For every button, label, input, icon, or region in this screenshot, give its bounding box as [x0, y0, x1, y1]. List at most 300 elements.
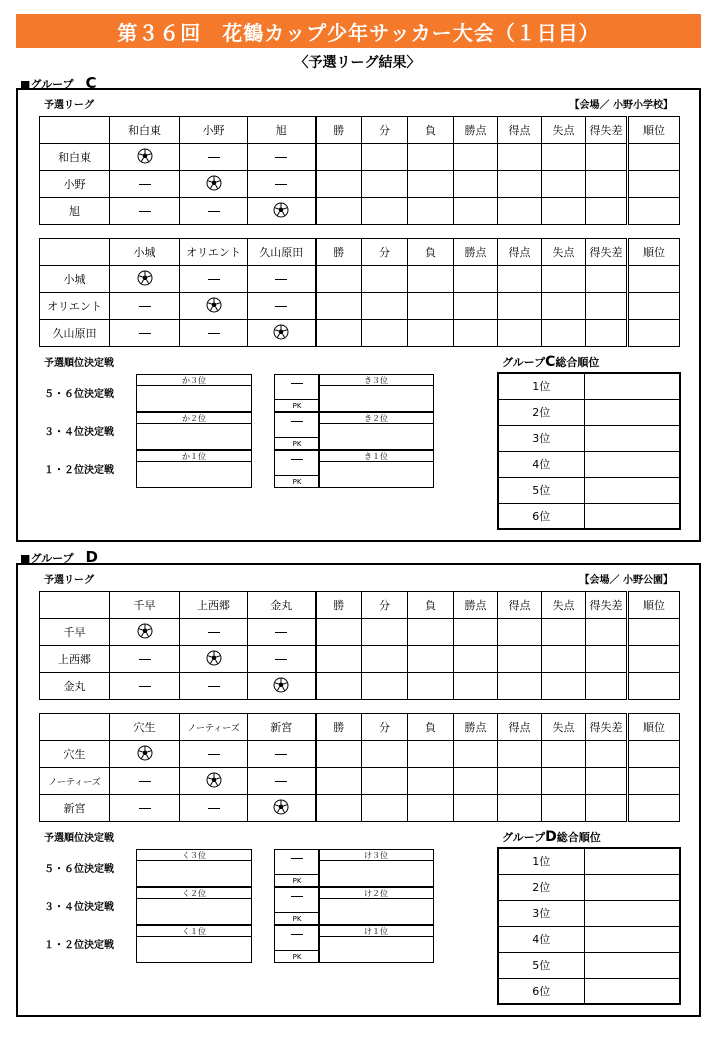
stat-cell — [408, 266, 454, 293]
ranking-row — [498, 451, 680, 477]
stat-cell — [498, 795, 542, 822]
match-result-cell — [248, 741, 316, 768]
rank-team-cell — [584, 399, 680, 425]
stat-column-header: 勝 — [316, 592, 362, 619]
ranking-title — [502, 829, 601, 845]
team-row-header: 旭 — [40, 198, 110, 225]
playoff-right-team-box — [318, 450, 434, 488]
playoff-left-seed: く１位 — [137, 926, 251, 937]
stat-cell — [498, 619, 542, 646]
stat-cell — [542, 646, 586, 673]
self-match-cell — [110, 741, 180, 768]
stat-cell — [586, 320, 628, 347]
stat-cell — [542, 266, 586, 293]
ranking-row — [498, 978, 680, 1004]
ranking-title — [502, 354, 599, 370]
stat-cell — [408, 293, 454, 320]
stat-cell — [628, 293, 680, 320]
group-letter: C — [85, 74, 97, 92]
ranking-title-pre: グループ — [502, 831, 546, 844]
ranking-row — [498, 477, 680, 503]
stat-cell — [628, 320, 680, 347]
ranking-table — [497, 847, 681, 1005]
stat-cell — [628, 144, 680, 171]
team-row-header: 千早 — [40, 619, 110, 646]
stat-cell — [454, 266, 498, 293]
stat-cell — [542, 171, 586, 198]
stat-column-header: 得点 — [498, 117, 542, 144]
rank-label: 3位 — [498, 425, 584, 451]
ranking-row — [498, 503, 680, 529]
stat-cell — [586, 795, 628, 822]
dash-icon — [139, 781, 151, 782]
ranking-group-letter: C — [545, 354, 556, 370]
rank-team-cell — [584, 926, 680, 952]
playoff-score-box — [274, 849, 320, 887]
rank-label: 2位 — [498, 399, 584, 425]
stat-cell — [586, 673, 628, 700]
dash-icon — [275, 279, 287, 280]
playoff-left-seed: か３位 — [137, 375, 251, 386]
stat-column-header: 勝点 — [454, 714, 498, 741]
dash-icon — [275, 659, 287, 660]
league-table — [39, 116, 680, 225]
stat-cell — [316, 619, 362, 646]
dash-icon — [275, 781, 287, 782]
match-result-cell — [110, 768, 180, 795]
team-row-header: 小野 — [40, 171, 110, 198]
playoff-match-label: ３・４位決定戦 — [44, 902, 114, 913]
ranking-row — [498, 399, 680, 425]
stat-cell — [408, 144, 454, 171]
ranking-row — [498, 848, 680, 874]
self-match-cell — [248, 795, 316, 822]
dash-icon — [208, 754, 220, 755]
dash-icon — [291, 934, 303, 935]
team-column-header: 上西郷 — [180, 592, 248, 619]
stat-cell — [362, 293, 408, 320]
match-result-cell — [180, 266, 248, 293]
match-result-cell — [180, 795, 248, 822]
stat-cell — [316, 144, 362, 171]
team-column-header: 金丸 — [248, 592, 316, 619]
stat-cell — [362, 768, 408, 795]
ranking-row — [498, 926, 680, 952]
team-row-header: 上西郷 — [40, 646, 110, 673]
ranking-row — [498, 874, 680, 900]
stat-column-header: 失点 — [542, 117, 586, 144]
soccer-ball-icon — [273, 677, 289, 696]
stat-column-header: 得失差 — [586, 117, 628, 144]
match-result-cell — [248, 266, 316, 293]
stat-cell — [362, 673, 408, 700]
dash-icon — [275, 632, 287, 633]
team-column-header: 穴生 — [110, 714, 180, 741]
playoff-label: 予選順位決定戦 — [44, 833, 114, 844]
stat-cell — [586, 171, 628, 198]
rank-team-cell — [584, 848, 680, 874]
stat-cell — [498, 293, 542, 320]
stat-cell — [316, 646, 362, 673]
group-letter: D — [85, 548, 98, 566]
rank-team-cell — [584, 874, 680, 900]
rank-team-cell — [584, 373, 680, 399]
stat-column-header: 負 — [408, 117, 454, 144]
rank-label: 5位 — [498, 477, 584, 503]
stat-cell — [628, 171, 680, 198]
team-row-header: 久山原田 — [40, 320, 110, 347]
playoff-left-team-box — [136, 925, 252, 963]
playoff-right-seed: き２位 — [319, 413, 433, 424]
stat-cell — [316, 795, 362, 822]
self-match-cell — [180, 646, 248, 673]
ranking-title-post: 総合順位 — [555, 356, 600, 369]
group-frame — [16, 88, 701, 542]
stat-cell — [454, 171, 498, 198]
playoff-left-team-box — [136, 412, 252, 450]
rank-team-cell — [584, 425, 680, 451]
rank-team-cell — [584, 451, 680, 477]
dash-icon — [291, 896, 303, 897]
stat-column-header: 勝点 — [454, 117, 498, 144]
ranking-row — [498, 952, 680, 978]
self-match-cell — [248, 198, 316, 225]
stat-cell — [316, 266, 362, 293]
dash-icon — [291, 858, 303, 859]
stat-cell — [408, 171, 454, 198]
stat-cell — [586, 266, 628, 293]
stat-cell — [362, 171, 408, 198]
playoff-match-label: ５・６位決定戦 — [44, 389, 114, 400]
stat-cell — [408, 673, 454, 700]
stat-cell — [542, 144, 586, 171]
stat-cell — [586, 646, 628, 673]
rank-label: 6位 — [498, 978, 584, 1004]
stat-cell — [542, 198, 586, 225]
playoff-left-team-box — [136, 374, 252, 412]
team-column-header: 和白東 — [110, 117, 180, 144]
stat-cell — [316, 768, 362, 795]
page-subtitle: 〈予選リーグ結果〉 — [294, 55, 421, 71]
dash-icon — [139, 808, 151, 809]
team-row-header: オリエント — [40, 293, 110, 320]
soccer-ball-icon — [137, 270, 153, 289]
stat-column-header: 得失差 — [586, 239, 628, 266]
stat-cell — [498, 673, 542, 700]
stat-cell — [542, 293, 586, 320]
table-header-row — [40, 117, 680, 144]
table-row — [40, 619, 680, 646]
playoff-match-label: １・２位決定戦 — [44, 940, 114, 951]
playoff-right-seed: け３位 — [319, 850, 433, 861]
stat-cell — [454, 646, 498, 673]
stat-cell — [362, 198, 408, 225]
stat-cell — [408, 320, 454, 347]
playoff-left-seed: く２位 — [137, 888, 251, 899]
dash-icon — [275, 306, 287, 307]
team-column-header: オリエント — [180, 239, 248, 266]
match-result-cell — [110, 171, 180, 198]
table-row — [40, 795, 680, 822]
soccer-ball-icon — [206, 297, 222, 316]
stat-cell — [362, 266, 408, 293]
stat-column-header: 負 — [408, 714, 454, 741]
stat-cell — [408, 768, 454, 795]
team-column-header: 新宮 — [248, 714, 316, 741]
team-row-header: 金丸 — [40, 673, 110, 700]
team-row-header: 和白東 — [40, 144, 110, 171]
stat-cell — [316, 293, 362, 320]
stat-cell — [628, 198, 680, 225]
ranking-table — [497, 372, 681, 530]
pk-label: PK — [275, 399, 319, 411]
rank-team-cell — [584, 503, 680, 529]
table-row — [40, 320, 680, 347]
rank-label: 4位 — [498, 451, 584, 477]
stat-cell — [454, 144, 498, 171]
dash-icon — [291, 421, 303, 422]
stat-cell — [408, 795, 454, 822]
stat-cell — [542, 673, 586, 700]
stat-cell — [586, 768, 628, 795]
soccer-ball-icon — [273, 799, 289, 818]
stat-cell — [454, 198, 498, 225]
stat-cell — [454, 768, 498, 795]
stat-cell — [408, 646, 454, 673]
dash-icon — [208, 211, 220, 212]
table-row — [40, 266, 680, 293]
stat-cell — [628, 673, 680, 700]
playoff-left-team-box — [136, 849, 252, 887]
match-result-cell — [248, 144, 316, 171]
match-result-cell — [248, 293, 316, 320]
rank-team-cell — [584, 900, 680, 926]
playoff-left-team-box — [136, 887, 252, 925]
stat-column-header: 分 — [362, 714, 408, 741]
dash-icon — [139, 686, 151, 687]
match-result-cell — [180, 741, 248, 768]
match-result-cell — [110, 198, 180, 225]
stat-column-header: 得失差 — [586, 714, 628, 741]
rank-team-cell — [584, 978, 680, 1004]
stat-cell — [542, 768, 586, 795]
stat-column-header: 分 — [362, 117, 408, 144]
stat-cell — [362, 795, 408, 822]
team-column-header: 旭 — [248, 117, 316, 144]
table-row — [40, 646, 680, 673]
soccer-ball-icon — [137, 623, 153, 642]
playoff-match-label: ５・６位決定戦 — [44, 864, 114, 875]
soccer-ball-icon — [137, 745, 153, 764]
self-match-cell — [110, 144, 180, 171]
rank-label: 1位 — [498, 373, 584, 399]
playoff-score-box — [274, 412, 320, 450]
table-row — [40, 198, 680, 225]
dash-icon — [291, 459, 303, 460]
dash-icon — [139, 211, 151, 212]
stat-cell — [498, 144, 542, 171]
rank-label: 3位 — [498, 900, 584, 926]
table-row — [40, 171, 680, 198]
dash-icon — [139, 333, 151, 334]
self-match-cell — [248, 673, 316, 700]
playoff-right-seed: け２位 — [319, 888, 433, 899]
playoff-right-seed: き１位 — [319, 451, 433, 462]
playoff-left-seed: く３位 — [137, 850, 251, 861]
match-result-cell — [248, 646, 316, 673]
stat-column-header: 得点 — [498, 239, 542, 266]
stat-cell — [498, 266, 542, 293]
team-column-header: ノーティーズ — [180, 714, 248, 741]
venue-label: 【会場／ 小野小学校】 — [569, 100, 673, 111]
playoff-right-team-box — [318, 849, 434, 887]
stat-column-header: 分 — [362, 239, 408, 266]
match-result-cell — [248, 171, 316, 198]
stat-cell — [542, 741, 586, 768]
self-match-cell — [180, 171, 248, 198]
table-header-row — [40, 714, 680, 741]
league-table — [39, 713, 680, 822]
rank-label: 5位 — [498, 952, 584, 978]
league-label: 予選リーグ — [44, 575, 94, 586]
team-column-header: 小城 — [110, 239, 180, 266]
rank-label: 6位 — [498, 503, 584, 529]
group-marker: ■グループ — [20, 78, 74, 91]
soccer-ball-icon — [206, 772, 222, 791]
stat-cell — [498, 198, 542, 225]
self-match-cell — [110, 266, 180, 293]
stat-cell — [498, 320, 542, 347]
pk-label: PK — [275, 912, 319, 924]
ranking-title-post: 総合順位 — [556, 831, 601, 844]
table-row — [40, 293, 680, 320]
ranking-row — [498, 425, 680, 451]
stat-cell — [454, 673, 498, 700]
playoff-left-seed: か１位 — [137, 451, 251, 462]
stat-column-header: 勝点 — [454, 592, 498, 619]
soccer-ball-icon — [206, 175, 222, 194]
team-row-header: 新宮 — [40, 795, 110, 822]
tournament-title: 第３６回 花鶴カップ少年サッカー大会（１日目） — [16, 14, 701, 48]
dash-icon — [208, 333, 220, 334]
match-result-cell — [180, 673, 248, 700]
stat-column-header: 勝 — [316, 714, 362, 741]
stat-cell — [454, 741, 498, 768]
pk-label: PK — [275, 950, 319, 962]
corner-cell — [40, 117, 110, 144]
playoff-left-seed: か２位 — [137, 413, 251, 424]
corner-cell — [40, 714, 110, 741]
ranking-row — [498, 900, 680, 926]
group-marker: ■グループ — [20, 552, 74, 565]
playoff-right-team-box — [318, 374, 434, 412]
stat-column-header: 失点 — [542, 239, 586, 266]
stat-cell — [586, 619, 628, 646]
rank-label: 1位 — [498, 848, 584, 874]
rank-label: 2位 — [498, 874, 584, 900]
stat-cell — [628, 795, 680, 822]
self-match-cell — [248, 320, 316, 347]
team-row-header: 小城 — [40, 266, 110, 293]
stat-column-header: 順位 — [628, 239, 680, 266]
table-header-row — [40, 592, 680, 619]
stat-cell — [316, 320, 362, 347]
stat-cell — [542, 320, 586, 347]
stat-column-header: 順位 — [628, 117, 680, 144]
soccer-ball-icon — [273, 324, 289, 343]
stat-column-header: 失点 — [542, 714, 586, 741]
ranking-title-pre: グループ — [502, 356, 546, 369]
stat-cell — [316, 171, 362, 198]
playoff-match-label: ３・４位決定戦 — [44, 427, 114, 438]
dash-icon — [139, 659, 151, 660]
stat-cell — [586, 144, 628, 171]
stat-cell — [586, 198, 628, 225]
stat-cell — [542, 619, 586, 646]
rank-team-cell — [584, 477, 680, 503]
stat-column-header: 分 — [362, 592, 408, 619]
dash-icon — [208, 157, 220, 158]
stat-cell — [362, 741, 408, 768]
stat-cell — [628, 768, 680, 795]
stat-cell — [628, 741, 680, 768]
playoff-score-box — [274, 887, 320, 925]
match-result-cell — [110, 673, 180, 700]
playoff-right-team-box — [318, 887, 434, 925]
stat-column-header: 負 — [408, 239, 454, 266]
match-result-cell — [180, 144, 248, 171]
stat-cell — [362, 619, 408, 646]
table-row — [40, 768, 680, 795]
league-table — [39, 591, 680, 700]
stat-column-header: 勝点 — [454, 239, 498, 266]
self-match-cell — [110, 619, 180, 646]
pk-label: PK — [275, 874, 319, 886]
playoff-right-seed: き３位 — [319, 375, 433, 386]
dash-icon — [139, 184, 151, 185]
rank-team-cell — [584, 952, 680, 978]
team-column-header: 久山原田 — [248, 239, 316, 266]
team-row-header: ノーティーズ — [40, 768, 110, 795]
stat-cell — [542, 795, 586, 822]
dash-icon — [208, 808, 220, 809]
stat-cell — [408, 741, 454, 768]
venue-label: 【会場／ 小野公園】 — [579, 575, 673, 586]
playoff-right-team-box — [318, 925, 434, 963]
table-row — [40, 673, 680, 700]
stat-cell — [628, 646, 680, 673]
match-result-cell — [110, 795, 180, 822]
self-match-cell — [180, 768, 248, 795]
playoff-score-box — [274, 374, 320, 412]
match-result-cell — [180, 619, 248, 646]
self-match-cell — [180, 293, 248, 320]
playoff-match-label: １・２位決定戦 — [44, 465, 114, 476]
corner-cell — [40, 239, 110, 266]
ranking-group-letter: D — [545, 829, 557, 845]
match-result-cell — [248, 619, 316, 646]
stat-cell — [498, 646, 542, 673]
league-label: 予選リーグ — [44, 100, 94, 111]
stat-column-header: 得失差 — [586, 592, 628, 619]
stat-cell — [316, 673, 362, 700]
stat-cell — [498, 768, 542, 795]
playoff-left-team-box — [136, 450, 252, 488]
stat-cell — [498, 171, 542, 198]
stat-cell — [454, 619, 498, 646]
team-column-header: 小野 — [180, 117, 248, 144]
stat-cell — [316, 198, 362, 225]
